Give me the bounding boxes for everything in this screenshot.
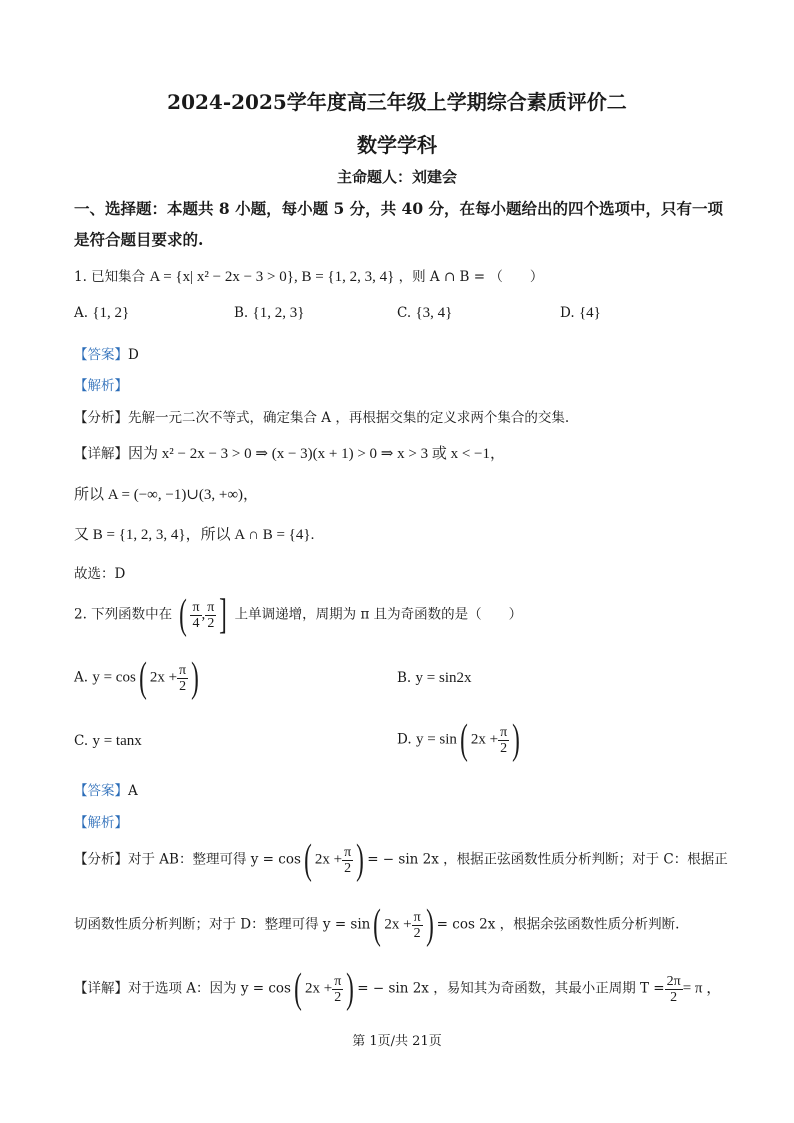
page-footer: 第 1页/共 21页 <box>352 1034 442 1049</box>
q1-xiangjie: 【详解】因为 x² − 2x − 3 > 0 ⇒ (x − 3)(x + 1) > 0 ⇒ x > 3 或 x < −1， <box>74 446 505 462</box>
q1-sets: A = {x| x² − 2x − 3 > 0}, B = {1, 2, 3, 4} <box>149 269 395 285</box>
q1-analysis-label: 【解析】 <box>74 378 128 394</box>
q2-fenxi-line2: 切函数性质分析判断；对于 D：整理可得 y = sin( 2x + $\frac{\pi}{2}$ ) = cos 2x ，根据余弦函数性质分析判断. <box>74 902 680 948</box>
q1-option-a: A. {1, 2} <box>74 305 130 321</box>
section-heading-line2: 是符合题目要求的. <box>74 230 204 249</box>
q1-option-d: D. {4} <box>560 305 601 321</box>
q1-fenxi: 【分析】先解一元二次不等式，确定集合 A ，再根据交集的定义求两个集合的交集. <box>74 410 570 426</box>
q1-conclusion: 故选：D <box>74 566 126 582</box>
q1-line2: 所以 A = (−∞, −1)∪(3, +∞)， <box>74 487 259 503</box>
q1-option-b: B. {1, 2, 3} <box>234 305 305 321</box>
q1-answer: 【答案】D <box>74 347 139 363</box>
q1-suffix: ，则 A ∩ B = （ ） <box>398 269 544 285</box>
q1-prefix: 1. 已知集合 <box>74 269 146 285</box>
q2-answer: 【答案】A <box>74 783 138 799</box>
q2-fenxi-line1: 【分析】对于 AB：整理可得 y = cos( 2x + $\frac{\pi}{2}$ ) = − sin 2x ，根据正弦函数性质分析判断；对于 C：根据正 <box>74 837 728 883</box>
q1-option-c: C. {3, 4} <box>397 305 453 321</box>
q2-option-a: A. y = cos( 2x + $\frac{\pi}{2}$ ) <box>74 655 199 701</box>
q2-option-b: B. y = sin2x <box>397 670 472 686</box>
q2-option-c: C. y = tanx <box>74 733 142 749</box>
author-line: 主命题人：刘建会 <box>336 168 457 186</box>
section-heading-line1: 一、选择题：本题共 8 小题，每小题 5 分，共 40 分，在每小题给出的四个选项中，只有一项 <box>74 199 724 218</box>
q2-stem: 2. 下列函数中在 ( $\frac{\pi}{4}$ , $\frac{\pi}{2}$ ] 上单调递增，周期为 π 且为奇函数的是（ ） <box>74 592 523 638</box>
q2-option-d: D. y = sin( 2x + $\frac{\pi}{2}$ ) <box>397 717 521 763</box>
q1-stem <box>74 265 543 286</box>
q1-line3: 又 B = {1, 2, 3, 4}，所以 A ∩ B = {4}. <box>74 527 315 543</box>
subject-title: 数学学科 <box>357 133 437 157</box>
q2-xiangjie-line1: 【详解】对于选项 A：因为 y = cos( 2x + $\frac{\pi}{2}$ ) = − sin 2x ，易知其为奇函数，其最小正周期 T = $\frac{2\pi}{2}$ = π ， <box>74 966 722 1012</box>
exam-title: 2024-2025学年度高三年级上学期综合素质评价二 <box>167 90 627 114</box>
q2-analysis-label: 【解析】 <box>74 815 128 831</box>
